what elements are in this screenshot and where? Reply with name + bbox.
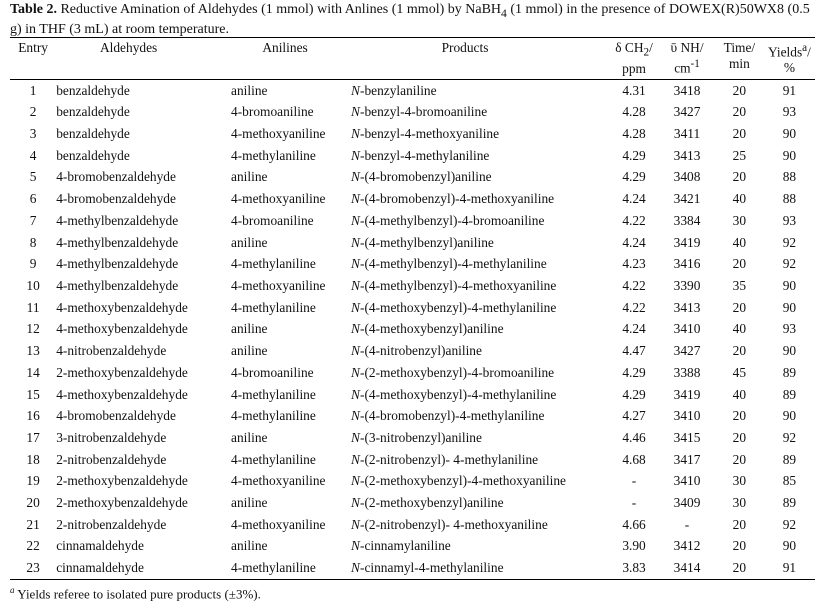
cell-yield: 91 (782, 560, 797, 576)
cell-aldehyde: 3-nitrobenzaldehyde (56, 429, 167, 445)
cell-aldehyde: 2-methoxybenzaldehyde (56, 473, 188, 489)
cell-product (351, 405, 609, 427)
cell-entry: 13 (26, 343, 40, 359)
cell-nu-nh: 3427 (673, 104, 701, 120)
header-delta-ch2-sub: 2 (643, 46, 650, 59)
cell-aniline: 4-methylaniline (231, 386, 316, 402)
cell-time: 20 (732, 560, 747, 576)
cell-product (351, 340, 609, 362)
cell-aldehyde: 4-methylbenzaldehyde (56, 256, 179, 272)
cell-entry: 7 (29, 212, 37, 228)
cell-time: 40 (732, 191, 747, 207)
cell-entry: 5 (29, 169, 37, 185)
product-n-prefix: N (351, 126, 360, 142)
cell-aldehyde: 4-bromobenzaldehyde (56, 408, 176, 424)
cell-product (351, 449, 609, 471)
cell-time: 20 (732, 82, 747, 98)
cell-yield: 90 (782, 278, 797, 293)
header-delta-ch2-label: δ CH (615, 40, 644, 55)
table-row (10, 232, 815, 254)
cell-delta-ch2: 4.28 (622, 104, 646, 120)
cell-product (351, 557, 609, 579)
table-row (10, 535, 815, 557)
cell-time: 45 (732, 364, 747, 380)
cell-yield: 90 (782, 147, 797, 163)
product-name: -(4-bromobenzyl)-4-methylaniline (359, 408, 545, 424)
product-name: -(2-methoxybenzyl)-4-methoxyaniline (359, 473, 566, 489)
cell-aniline: 4-bromoaniline (231, 364, 314, 380)
cell-delta-ch2: - (631, 473, 637, 489)
header-entry (10, 38, 56, 80)
footnote-text: Yields referee to isolated pure products (±3%). (14, 586, 261, 602)
cell-aniline: aniline (231, 321, 268, 337)
product-n-prefix: N (351, 495, 360, 511)
header-time-label: Time/ (723, 40, 756, 55)
cell-entry: 21 (26, 516, 40, 532)
header-entry-label: Entry (18, 40, 48, 55)
table-row (10, 79, 815, 101)
cell-aniline: aniline (231, 538, 268, 554)
cell-product (351, 362, 609, 384)
product-name: -cinnamyl-4-methylaniline (359, 560, 504, 576)
cell-nu-nh: 3412 (673, 538, 701, 554)
cell-delta-ch2: 4.29 (622, 386, 646, 402)
cell-entry: 1 (29, 82, 37, 98)
cell-aldehyde: benzaldehyde (56, 82, 130, 98)
cell-aldehyde: cinnamaldehyde (56, 538, 144, 554)
cell-nu-nh: 3411 (673, 126, 701, 142)
cell-aniline: aniline (231, 169, 268, 185)
cell-nu-nh: 3413 (673, 147, 701, 163)
cell-product (351, 514, 609, 536)
cell-nu-nh: 3417 (673, 451, 701, 467)
cell-aldehyde: 4-methoxybenzaldehyde (56, 386, 188, 402)
product-name: -(4-methylbenzyl)aniline (359, 234, 494, 250)
product-n-prefix: N (351, 147, 360, 163)
header-aldehydes-label: Aldehydes (99, 40, 158, 55)
cell-entry: 2 (29, 104, 37, 120)
cell-delta-ch2: 4.22 (622, 212, 646, 228)
cell-nu-nh: 3384 (673, 212, 701, 228)
cell-yield: 90 (782, 538, 797, 554)
cell-product (351, 188, 609, 210)
cell-time: 30 (732, 473, 747, 489)
product-name: -benzyl-4-methylaniline (359, 147, 490, 163)
cell-nu-nh: 3416 (673, 256, 701, 272)
product-name: -(4-methylbenzyl)-4-methoxyaniline (359, 278, 557, 293)
cell-nu-nh: 3390 (673, 278, 701, 293)
cell-yield: 92 (782, 429, 797, 445)
cell-product (351, 492, 609, 514)
cell-aldehyde: 4-nitrobenzaldehyde (56, 343, 167, 359)
cell-yield: 89 (782, 386, 797, 402)
cell-nu-nh: 3410 (673, 473, 701, 489)
cell-yield: 92 (782, 516, 797, 532)
cell-time: 40 (732, 386, 747, 402)
cell-time: 20 (732, 169, 747, 185)
cell-entry: 22 (26, 538, 40, 554)
table-row (10, 449, 815, 471)
cell-time: 20 (732, 429, 747, 445)
product-n-prefix: N (351, 560, 360, 576)
table-row (10, 123, 815, 145)
product-name: -(3-nitrobenzyl)aniline (359, 429, 482, 445)
cell-nu-nh: 3413 (673, 299, 701, 315)
product-name: -(4-bromobenzyl)aniline (359, 169, 492, 185)
caption-subscript: 4 (501, 6, 507, 20)
cell-time: 25 (732, 147, 747, 163)
cell-time: 40 (732, 321, 747, 337)
table-row (10, 210, 815, 232)
cell-product (351, 210, 609, 232)
cell-aldehyde: benzaldehyde (56, 104, 130, 120)
cell-aniline: 4-methoxyaniline (231, 473, 326, 489)
table-row (10, 166, 815, 188)
cell-product (351, 470, 609, 492)
cell-nu-nh: 3410 (673, 408, 701, 424)
header-yields-unit: % (783, 60, 795, 76)
cell-nu-nh: 3427 (673, 343, 701, 359)
cell-time: 30 (732, 212, 747, 228)
cell-entry: 15 (26, 386, 40, 402)
cell-product (351, 384, 609, 406)
header-yields-sup: a (802, 42, 808, 54)
cell-delta-ch2: 4.22 (622, 299, 646, 315)
table-row (10, 297, 815, 319)
table-row (10, 470, 815, 492)
cell-aldehyde: 4-methylbenzaldehyde (56, 278, 179, 293)
results-table (10, 37, 815, 580)
header-anilines-label: Anilines (262, 40, 308, 55)
product-name: -benzyl-4-bromoaniline (359, 104, 488, 120)
cell-delta-ch2: 4.27 (622, 408, 646, 424)
cell-entry: 11 (26, 299, 40, 315)
cell-yield: 85 (782, 473, 797, 489)
cell-aniline: 4-methylaniline (231, 408, 316, 424)
cell-time: 20 (732, 451, 747, 467)
cell-delta-ch2: 4.23 (622, 256, 646, 272)
cell-yield: 90 (782, 343, 797, 359)
product-n-prefix: N (351, 278, 360, 293)
cell-entry: 20 (26, 495, 40, 511)
cell-delta-ch2: 4.46 (622, 429, 646, 445)
cell-aniline: 4-bromoaniline (231, 104, 314, 120)
footnote-mark: a (10, 585, 15, 595)
cell-delta-ch2: 4.24 (622, 321, 646, 337)
product-name: -benzyl-4-methoxyaniline (359, 126, 500, 142)
cell-yield: 91 (782, 82, 797, 98)
cell-yield: 92 (782, 234, 797, 250)
cell-product (351, 145, 609, 167)
cell-nu-nh: - (684, 516, 690, 532)
cell-aniline: aniline (231, 234, 268, 250)
cell-nu-nh: 3414 (673, 560, 701, 576)
cell-time: 35 (732, 278, 747, 293)
cell-product (351, 275, 609, 297)
table-row (10, 318, 815, 340)
cell-delta-ch2: 4.24 (622, 234, 646, 250)
cell-delta-ch2: 4.47 (622, 343, 646, 359)
header-anilines (231, 38, 351, 80)
cell-aniline: 4-bromoaniline (231, 212, 314, 228)
product-n-prefix: N (351, 538, 360, 554)
table-row (10, 275, 815, 297)
cell-aldehyde: 4-methoxybenzaldehyde (56, 321, 188, 337)
cell-aldehyde: 2-methoxybenzaldehyde (56, 495, 188, 511)
cell-aniline: 4-methoxyaniline (231, 126, 326, 142)
product-n-prefix: N (351, 169, 360, 185)
cell-aniline: 4-methylaniline (231, 256, 316, 272)
cell-entry: 8 (29, 234, 37, 250)
product-name: -(4-bromobenzyl)-4-methoxyaniline (359, 191, 555, 207)
cell-nu-nh: 3419 (673, 386, 701, 402)
cell-nu-nh: 3415 (673, 429, 701, 445)
product-name: -(4-methylbenzyl)-4-methylaniline (359, 256, 547, 272)
product-name: -(4-methoxybenzyl)-4-methylaniline (359, 299, 557, 315)
cell-product (351, 232, 609, 254)
product-n-prefix: N (351, 299, 360, 315)
cell-delta-ch2: 4.24 (622, 191, 646, 207)
cell-aldehyde: benzaldehyde (56, 126, 130, 142)
product-name: -(2-nitrobenzyl)- 4-methylaniline (359, 451, 539, 467)
cell-aldehyde: 4-methoxybenzaldehyde (56, 299, 188, 315)
caption-text: Reductive Amination of Aldehydes (1 mmol) with Anlines (1 mmol) by NaBH (56, 2, 502, 17)
cell-aniline: 4-methoxyaniline (231, 191, 326, 207)
product-n-prefix: N (351, 408, 360, 424)
cell-aniline: aniline (231, 429, 268, 445)
cell-product (351, 253, 609, 275)
cell-yield: 93 (782, 104, 797, 120)
cell-time: 20 (732, 343, 747, 359)
table-row (10, 253, 815, 275)
product-name: -benzylaniline (359, 82, 437, 98)
product-n-prefix: N (351, 321, 360, 337)
cell-time: 20 (732, 299, 747, 315)
header-nu-nh-unit: cm (674, 60, 691, 76)
header-time-unit: min (728, 56, 750, 71)
table-row (10, 145, 815, 167)
cell-aldehyde: 4-bromobenzaldehyde (56, 169, 176, 185)
product-name: -(2-nitrobenzyl)- 4-methoxyaniline (359, 516, 548, 532)
cell-delta-ch2: 4.31 (622, 82, 646, 98)
cell-time: 20 (732, 408, 747, 424)
cell-aldehyde: 2-methoxybenzaldehyde (56, 364, 188, 380)
cell-entry: 23 (26, 560, 40, 576)
product-n-prefix: N (351, 256, 360, 272)
product-n-prefix: N (351, 82, 360, 98)
table-caption (10, 2, 815, 38)
cell-entry: 18 (26, 451, 40, 467)
header-products (351, 38, 609, 80)
header-yields-label: Yields (767, 44, 803, 60)
cell-entry: 16 (26, 408, 40, 424)
header-row (10, 38, 815, 80)
cell-yield: 90 (782, 408, 797, 424)
cell-product (351, 166, 609, 188)
product-n-prefix: N (351, 191, 360, 207)
header-delta-ch2-unit: ppm (622, 60, 646, 76)
caption-text-tail: (1 mmol) in the presence of DOWEX(R)50WX8 (0.5 g) in THF (3 mL) at room temperature. (10, 2, 810, 37)
cell-yield: 89 (782, 451, 797, 467)
cell-delta-ch2: - (631, 495, 637, 511)
product-n-prefix: N (351, 234, 360, 250)
cell-nu-nh: 3421 (673, 191, 701, 207)
table-row (10, 188, 815, 210)
cell-aldehyde: cinnamaldehyde (56, 560, 144, 576)
table-row (10, 384, 815, 406)
header-nu-nh (659, 38, 715, 80)
cell-time: 30 (732, 495, 747, 511)
cell-product (351, 297, 609, 319)
cell-nu-nh: 3418 (673, 82, 701, 98)
cell-time: 20 (732, 126, 747, 142)
cell-aldehyde: 4-bromobenzaldehyde (56, 191, 176, 207)
cell-aniline: 4-methylaniline (231, 147, 316, 163)
cell-product (351, 535, 609, 557)
table-body (10, 79, 815, 579)
cell-entry: 19 (26, 473, 40, 489)
product-name: -cinnamylaniline (359, 538, 451, 554)
cell-aniline: aniline (231, 343, 268, 359)
cell-yield: 88 (782, 169, 797, 185)
product-n-prefix: N (351, 451, 360, 467)
cell-aldehyde: 4-methylbenzaldehyde (56, 234, 179, 250)
cell-entry: 3 (29, 126, 37, 142)
cell-yield: 90 (782, 299, 797, 315)
cell-time: 20 (732, 104, 747, 120)
header-nu-nh-sup: -1 (690, 58, 700, 70)
cell-entry: 9 (29, 256, 37, 272)
table-row (10, 101, 815, 123)
cell-aldehyde: 2-nitrobenzaldehyde (56, 451, 167, 467)
header-time (715, 38, 764, 80)
cell-nu-nh: 3419 (673, 234, 701, 250)
cell-time: 40 (732, 234, 747, 250)
product-name: -(4-methoxybenzyl)-4-methylaniline (359, 386, 557, 402)
cell-yield: 93 (782, 212, 797, 228)
table-row (10, 427, 815, 449)
cell-delta-ch2: 4.29 (622, 147, 646, 163)
header-products-label: Products (441, 40, 489, 55)
cell-aldehyde: benzaldehyde (56, 147, 130, 163)
product-n-prefix: N (351, 473, 360, 489)
cell-delta-ch2: 3.83 (622, 560, 646, 576)
table-row (10, 492, 815, 514)
cell-aniline: aniline (231, 82, 268, 98)
cell-delta-ch2: 4.29 (622, 169, 646, 185)
cell-yield: 93 (782, 321, 797, 337)
cell-yield: 90 (782, 126, 797, 142)
cell-yield: 92 (782, 256, 797, 272)
cell-entry: 17 (26, 429, 40, 445)
cell-delta-ch2: 4.66 (622, 516, 646, 532)
cell-yield: 89 (782, 364, 797, 380)
cell-delta-ch2: 4.68 (622, 451, 646, 467)
cell-product (351, 101, 609, 123)
product-n-prefix: N (351, 364, 360, 380)
cell-delta-ch2: 4.29 (622, 364, 646, 380)
cell-entry: 6 (29, 191, 37, 207)
cell-aniline: 4-methoxyaniline (231, 516, 326, 532)
product-n-prefix: N (351, 516, 360, 532)
cell-delta-ch2: 3.90 (622, 538, 646, 554)
table-label: Table 2. (10, 2, 57, 17)
table-row (10, 557, 815, 579)
product-name: -(4-methylbenzyl)-4-bromoaniline (359, 212, 545, 228)
header-yields-slash: / (807, 44, 811, 60)
table-header (10, 38, 815, 80)
header-aldehydes (56, 38, 231, 80)
product-name: -(4-nitrobenzyl)aniline (359, 343, 482, 359)
product-name: -(4-methoxybenzyl)aniline (359, 321, 504, 337)
cell-product (351, 427, 609, 449)
header-nu-nh-label: ῡ NH/ (670, 40, 704, 55)
cell-aldehyde: 2-nitrobenzaldehyde (56, 516, 167, 532)
product-name: -(2-methoxybenzyl)-4-bromoaniline (359, 364, 555, 380)
cell-aldehyde: 4-methylbenzaldehyde (56, 212, 179, 228)
table-row (10, 362, 815, 384)
product-n-prefix: N (351, 212, 360, 228)
cell-yield: 89 (782, 495, 797, 511)
product-n-prefix: N (351, 386, 360, 402)
table-row (10, 514, 815, 536)
cell-aniline: 4-methylaniline (231, 451, 316, 467)
header-delta-ch2-slash: / (649, 40, 653, 55)
cell-aniline: 4-methylaniline (231, 560, 316, 576)
cell-time: 20 (732, 516, 747, 532)
cell-delta-ch2: 4.22 (622, 278, 646, 293)
cell-entry: 14 (26, 364, 40, 380)
table-row (10, 340, 815, 362)
header-yields (764, 38, 815, 80)
cell-nu-nh: 3388 (673, 364, 701, 380)
cell-delta-ch2: 4.28 (622, 126, 646, 142)
cell-nu-nh: 3409 (673, 495, 701, 511)
cell-product (351, 79, 609, 101)
cell-time: 20 (732, 256, 747, 272)
table-footnote (10, 585, 261, 602)
product-n-prefix: N (351, 104, 360, 120)
cell-time: 20 (732, 538, 747, 554)
cell-product (351, 318, 609, 340)
cell-aniline: 4-methoxyaniline (231, 278, 326, 293)
cell-entry: 4 (29, 147, 37, 163)
cell-nu-nh: 3408 (673, 169, 701, 185)
cell-nu-nh: 3410 (673, 321, 701, 337)
cell-aniline: aniline (231, 495, 268, 511)
cell-product (351, 123, 609, 145)
cell-entry: 12 (26, 321, 40, 337)
cell-yield: 88 (782, 191, 797, 207)
product-n-prefix: N (351, 343, 360, 359)
product-name: -(2-methoxybenzyl)aniline (359, 495, 504, 511)
cell-aniline: 4-methylaniline (231, 299, 316, 315)
header-delta-ch2 (609, 38, 659, 80)
product-n-prefix: N (351, 429, 360, 445)
cell-entry: 10 (26, 278, 40, 293)
table-row (10, 405, 815, 427)
